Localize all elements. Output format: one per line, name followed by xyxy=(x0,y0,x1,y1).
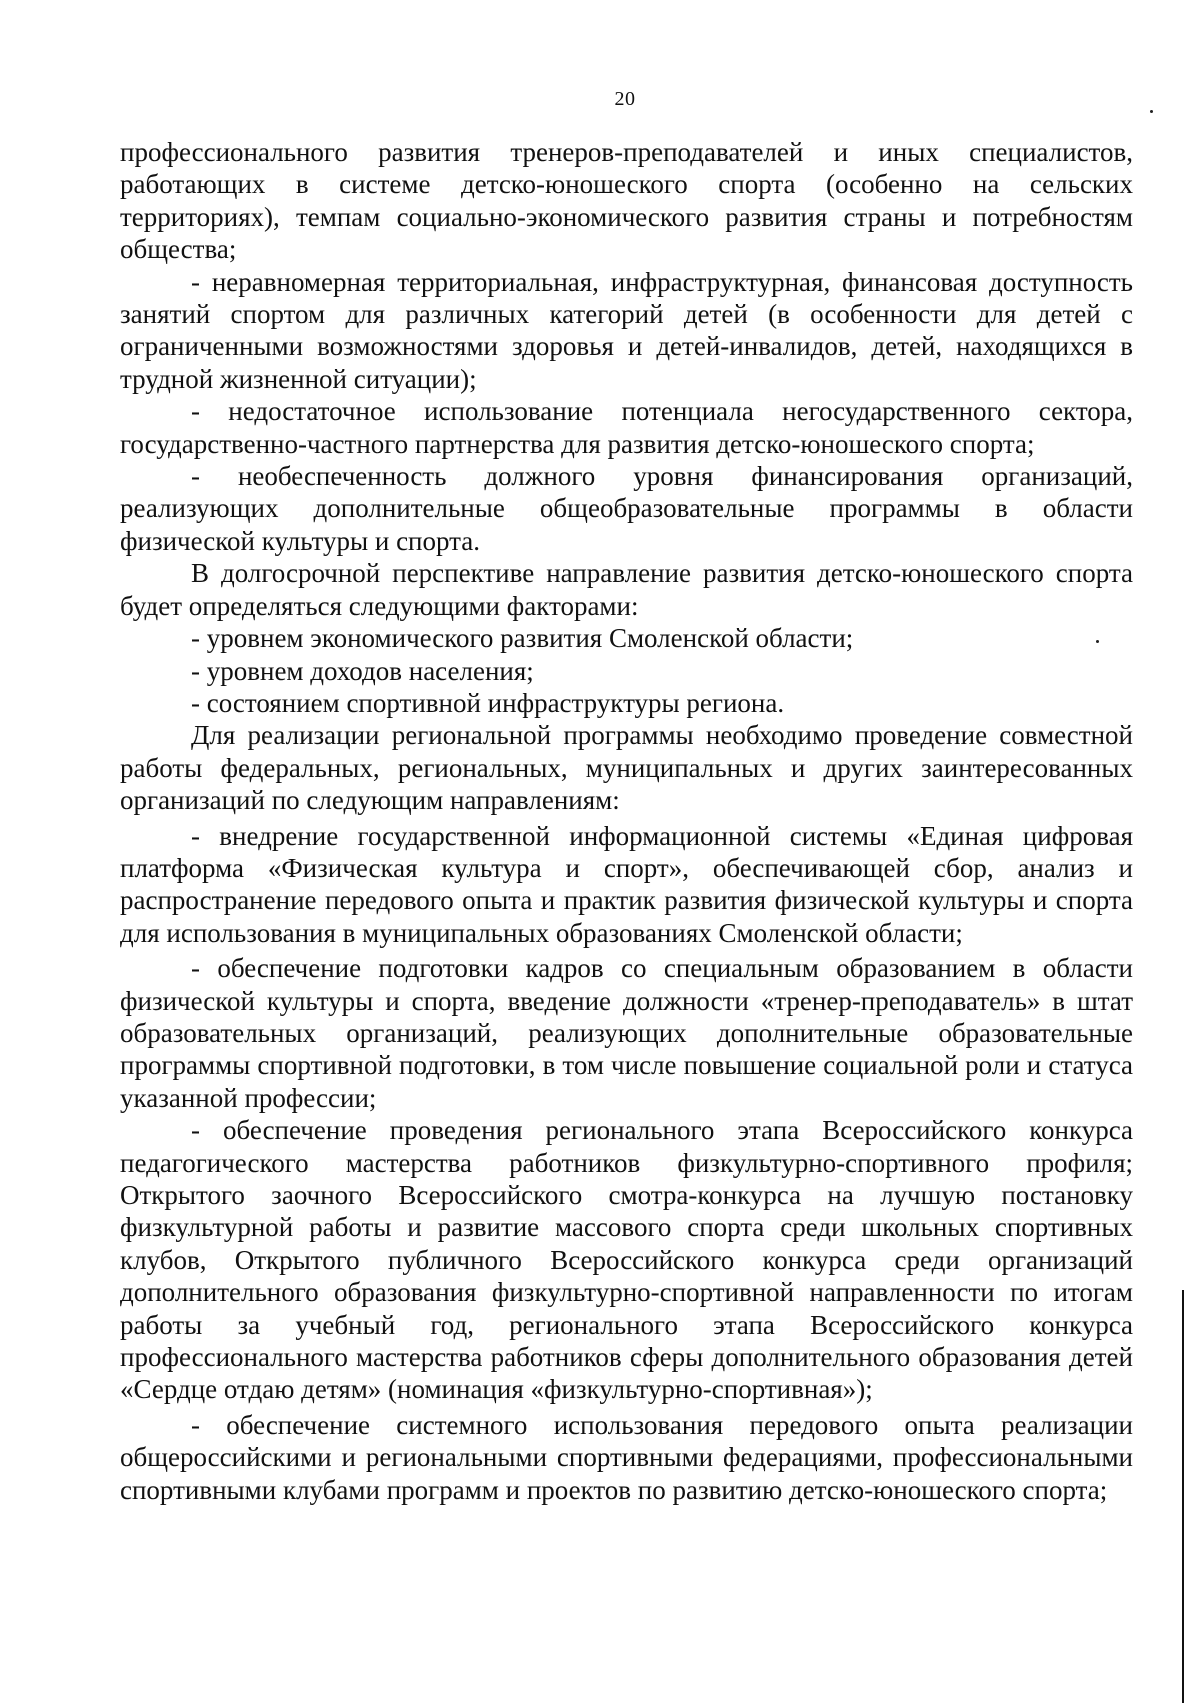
paragraph-factor-economy: - уровнем экономического развития Смоленской области; xyxy=(191,623,854,654)
paragraph-continuation: профессионального развития тренеров-преподавателей и иных специалистов, работающих в системе детско-юношеского спорта (особенно на сельских территориях), темпам социально-экономического развития страны и потребностям общества; xyxy=(120,137,1133,265)
paragraph-factor-income: - уровнем доходов населения; xyxy=(191,655,534,686)
scan-border-line xyxy=(1182,1290,1184,1703)
paragraph-uneven-access: - неравномерная территориальная, инфраструктурная, финансовая доступность занятий спортом для различных категорий детей (в особенности для детей с ограниченными возможностями здоровья и детей-инвалидов, детей, находящихся в трудной жизненной ситуации); xyxy=(120,266,1133,394)
paragraph-nonstate-sector: - недостаточное использование потенциала негосударственного сектора, государственно-частного партнерства для развития детско-юношеского спорта; xyxy=(120,396,1133,459)
paragraph-factor-infrastructure: - состоянием спортивной инфраструктуры региона. xyxy=(191,687,785,718)
paragraph-best-practices: - обеспечение системного использования передового опыта реализации общероссийскими и региональными спортивными федерациями, профессиональными спортивными клубами программ и проектов по развитию детско-юношеского спорта; xyxy=(120,1409,1133,1505)
paragraph-implementation: Для реализации региональной программы необходимо проведение совместной работы федеральных, региональных, муниципальных и других заинтересованных организаций по следующим направлениям: xyxy=(120,720,1133,816)
document-body xyxy=(120,136,1133,1506)
paragraph-personnel-training: - обеспечение подготовки кадров со специальным образованием в области физической культуры и спорта, введение должности «тренер-преподаватель» в штат образовательных организаций, реализующих дополнительные образовательные программы спортивной подготовки, в том числе повышение социальной роли и статуса указанной профессии; xyxy=(120,953,1133,1113)
paragraph-digital-platform: - внедрение государственной информационной системы «Единая цифровая платформа «Физическая культура и спорт», обеспечивающей сбор, анализ и распространение передового опыта и практик развития физической культуры и спорта для использования в муниципальных образованиях Смоленской области; xyxy=(120,820,1133,948)
paragraph-funding: - необеспеченность должного уровня финансирования организаций, реализующих дополнительные общеобразовательные программы в области физической культуры и спорта. xyxy=(120,461,1133,556)
scan-speck xyxy=(1150,110,1153,113)
page-number: 20 xyxy=(614,88,636,110)
paragraph-competitions: - обеспечение проведения регионального этапа Всероссийского конкурса педагогического мастерства работников физкультурно-спортивного профиля; Открытого заочного Всероссийского смотра-конкурса на лучшую постановку физкультурной работы и развитие массового спорта среди школьных спортивных клубов, Открытого публичного Всероссийского конкурса среди организаций дополнительного образования физкультурно-спортивной направленности по итогам работы за учебный год, регионального этапа Всероссийского конкурса профессионального мастерства работников сферы дополнительного образования детей «Сердце отдаю детям» (номинация «физкультурно-спортивная»); xyxy=(120,1115,1133,1405)
scan-speck xyxy=(1096,640,1099,643)
paragraph-long-term: В долгосрочной перспективе направление развития детско-юношеского спорта будет определяться следующими факторами: xyxy=(120,558,1133,621)
